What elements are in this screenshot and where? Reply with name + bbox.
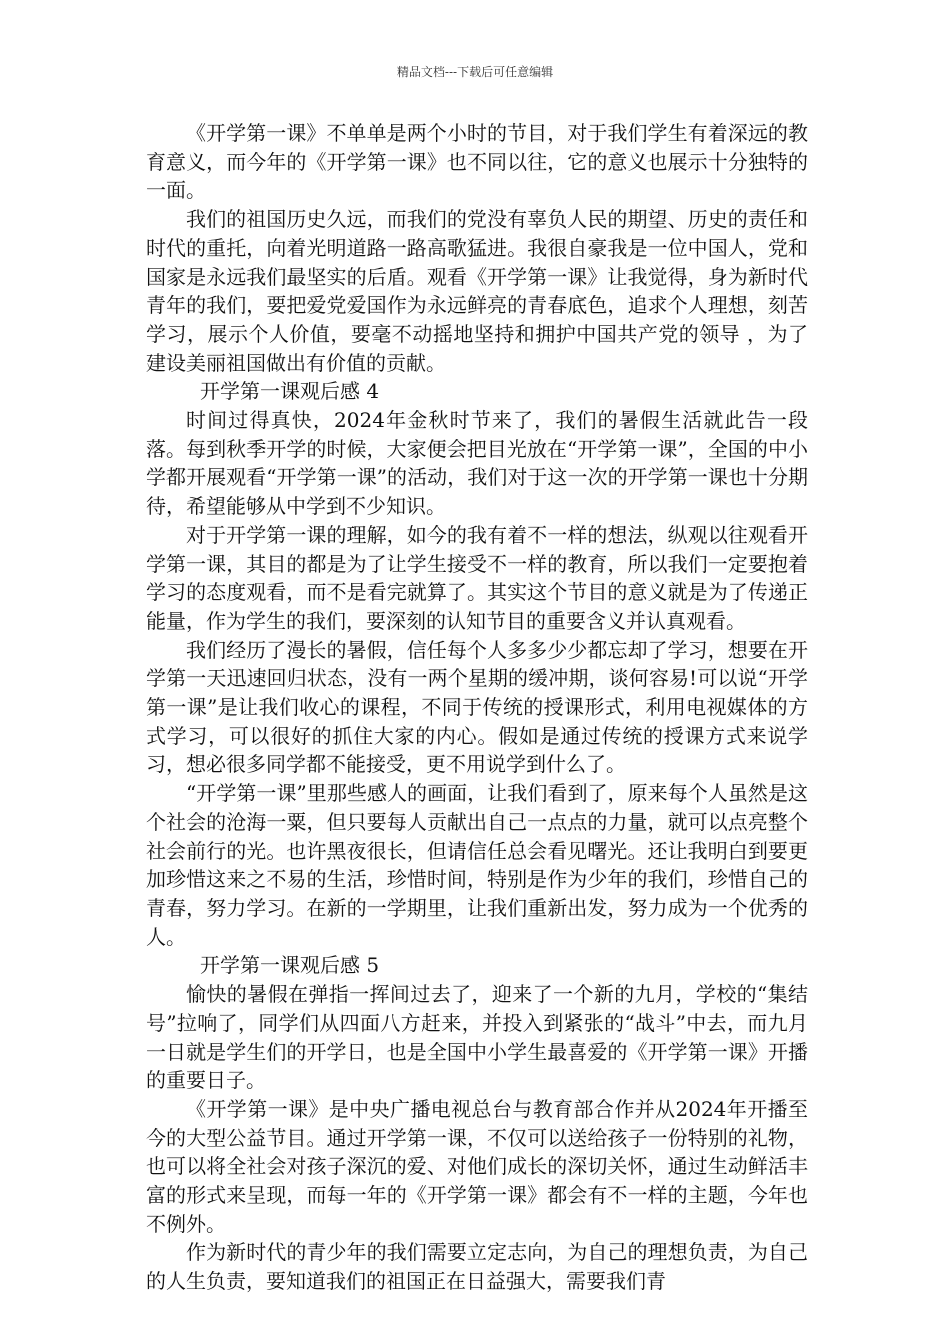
paragraph: 愉快的暑假在弹指一挥间过去了，迎来了一个新的九月，学校的“集结号”拉响了，同学们从四面八方赶来，并投入到紧张的“战斗”中去，而九月一日就是学生们的开学日，也是全国中小学生最喜爱的《开学第一课》开播的重要日子。 [146,982,808,1093]
section-heading: 开学第一课观后感 4 [200,379,380,404]
paragraph: 《开学第一课》是中央广播电视总台与教育部合作并从2024年开播至今的大型公益节目。通过开学第一课，不仅可以送给孩子一份特别的礼物，也可以将全社会对孩子深沉的爱、对他们成长的深切关怀，通过生动鲜活丰富的形式来呈现，而每一年的《开学第一课》都会有不一样的主题，今年也不例外。 [146,1096,808,1236]
paragraph: 时间过得真快，2024年金秋时节来了，我们的暑假生活就此告一段落。每到秋季开学的时候，大家便会把目光放在“开学第一课”，全国的中小学都开展观看“开学第一课”的活动，我们对于这一次的开学第一课也十分期待，希望能够从中学到不少知识。 [146,408,808,519]
paragraph: 我们的祖国历史久远，而我们的党没有辜负人民的期望、历史的责任和时代的重托，向着光明道路一路高歌猛进。我很自豪我是一位中国人，党和国家是永远我们最坚实的后盾。观看《开学第一课》让我觉得，身为新时代青年的我们，要把爱党爱国作为永远鲜亮的青春底色，追求个人理想，刻苦学习，展示个人价值，要毫不动摇地坚持和拥护中国共产党的领导 ，为了建设美丽祖国做出有价值的贡献。 [146,207,808,375]
page-header: 精品文档---下载后可任意编辑 [396,65,554,79]
section-heading: 开学第一课观后感 5 [200,953,380,978]
paragraph: 《开学第一课》不单单是两个小时的节目，对于我们学生有着深远的教育意义，而今年的《开学第一课》也不同以往，它的意义也展示十分独特的一面。 [146,121,808,203]
paragraph: 我们经历了漫长的暑假，信任每个人多多少少都忘却了学习，想要在开学第一天迅速回归状态，没有一两个星期的缓冲期，谈何容易!可以说“开学第一课”是让我们收心的课程，不同于传统的授课形式，利用电视媒体的方式学习，可以很好的抓住大家的内心。假如是通过传统的授课方式来说学习，想必很多同学都不能接受，更不用说学到什么了。 [146,637,808,777]
paragraph: 对于开学第一课的理解，如今的我有着不一样的想法，纵观以往观看开学第一课，其目的都是为了让学生接受不一样的教育，所以我们一定要抱着学习的态度观看，而不是看完就算了。其实这个节目的意义就是为了传递正能量，作为学生的我们，要深刻的认知节目的重要含义并认真观看。 [146,522,808,633]
document-body [146,119,808,1296]
paragraph: “开学第一课”里那些感人的画面，让我们看到了，原来每个人虽然是这个社会的沧海一粟，但只要每人贡献出自己一点点的力量，就可以点亮整个社会前行的光。也许黑夜很长，但请信任总会看见曙光。还让我明白到要更加珍惜这来之不易的生活，珍惜时间，特别是作为少年的我们，珍惜自己的青春，努力学习。在新的一学期里，让我们重新出发，努力成为一个优秀的人。 [146,781,808,949]
paragraph: 作为新时代的青少年的我们需要立定志向，为自己的理想负责，为自己的人生负责，要知道我们的祖国正在日益强大，需要我们青 [146,1240,808,1294]
